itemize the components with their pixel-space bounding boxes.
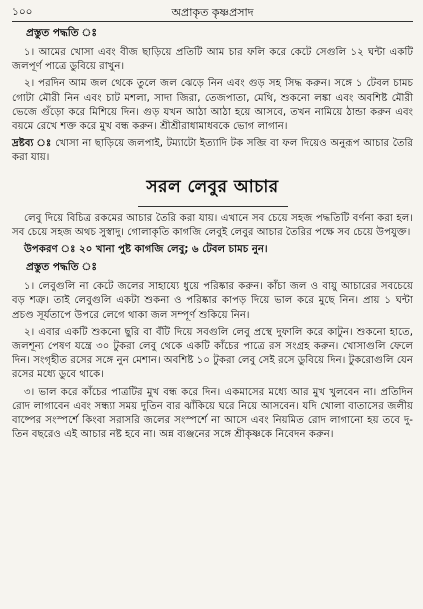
- method-heading-1: প্রস্তুত পদ্ধতি ঃ: [26, 27, 97, 39]
- lemon-step-1: ১। লেবুগুলি না কেটে জলের সাহায্যে ধুয়ে পরিষ্কার করুন। কাঁচা জল ও বায়ু আচারের সবচেয়ে বড় শত্রু। তাই লেবুগুলি একটা শুকনা ও পরিষ্কার কাপড় দিয়ে ভাল করে মুছে নিন। প্রায় ১ ঘন্টা প্রচণ্ড সূর্যতাপে উপরে লেগে থাকা জল সম্পূর্ণ শুকিয়ে নিন।: [12, 281, 413, 321]
- title-underline: [138, 206, 288, 207]
- mango-step-1: ১। আমের খোসা এবং বীজ ছাড়িয়ে প্রতিটি আম চার ফলি করে কেটে সেগুলি ১২ ঘন্টা একটি জলপূর্ণ পাত্রে ডুবিয়ে রাখুন।: [12, 47, 413, 73]
- lemon-step-3: ৩। ভাল করে কাঁচের পাত্রটির মুখ বন্ধ করে দিন। একমাসের মধ্যে আর মুখ খুলবেন না। প্রতিদিন রোদ লাগাবেন এবং সন্ধ্যা সময় দুতিন বার ঝাঁকিয়ে ঘরে নিয়ে আসবেন। যদি খোলা বাতাসের জলীয় বাষ্পের সংস্পর্শে কিংবা সরাসরি জলের সংস্পর্শে না আসে এবং নিয়মিত রোদ লাগানো হয় তবে দু-তিন বছরেও এই আচার নষ্ট হবে না। অন্ন ব্যঞ্জনের সঙ্গে শ্রীকৃষ্ণকে নিবেদন করুন।: [12, 386, 413, 441]
- note-text: খোসা না ছাড়িয়ে জলপাই, টম্যাটো ইত্যাদি টক সব্জি বা ফল দিয়েও অনুরূপ আচার তৈরি করা যায়।: [12, 138, 413, 164]
- method-heading-2: প্রস্তুত পদ্ধতি ঃ: [26, 261, 97, 274]
- mango-step-2: ২। পরদিন আম জল থেকে তুলে জল ঝেড়ে নিন এবং গুড় সহ সিদ্ধ করুন। সঙ্গে ১ টেবল চামচ গোটা মৌরী নিন এবং চাট মশলা, সাদা জিরা, তেজপাতা, মেথি, শুকনো লঙ্কা এবং অবশিষ্ট মৌরী ভেজে গুঁড়ো করে মিশিয়ে দিন। গুড় যখন আঠা আঠা হয়ে আসবে, তখন নামিয়ে ঠান্ডা করুন এবং বয়মে রেখে শক্ত করে মুখ বন্ধ করুন। শ্রীশ্রীরাধামাধবকে ভোগ লাগান।: [12, 78, 413, 133]
- lemon-intro: লেবু দিয়ে বিচিত্র রকমের আচার তৈরি করা যায়। এখানে সব চেয়ে সহজ পদ্ধতিটি বর্ণনা করা হল। সব চেয়ে সহজ অথচ সুস্বাদু। গোলাকৃতি কাগজি লেবুই লেবুর আচার তৈরির পক্ষে সব চেয়ে উপযুক্ত।: [12, 212, 413, 238]
- page-number: ১০০: [12, 6, 33, 18]
- running-title: অপ্রাকৃত কৃষ্ণপ্রসাদ: [171, 6, 254, 19]
- lemon-step-2: ২। এবার একটি শুকনো ছুরি বা বঁটি দিয়ে সবগুলি লেবু প্রস্থে দুফালি করে কাটুন। শুকনো হাতে, জলশূন্য পেষণ যন্ত্রে ৩০ টুকরা লেবু থেকে একটি কাঁচের পাত্রে রস সংগ্রহ করুন। খোসাগুলি ফেলে দিন। সংগৃহীত রসের সঙ্গে নুন মেশান। অবশিষ্ট ১০ টুকরা লেবু সেই রসে ডুবিয়ে দিন। টুকরোগুলি যেন রসের মধ্যে ডুবে থাকে।: [12, 326, 413, 381]
- recipe-title: সরল লেবুর আচার: [146, 176, 279, 197]
- note-label: দ্রষ্টব্য ঃ: [12, 138, 52, 150]
- note-paragraph: [12, 137, 413, 165]
- page-header: [12, 3, 413, 21]
- ingredients-line: উপকরণ ঃ ২০ খানা পুষ্ট কাগজি লেবু; ৬ টেবল চামচ নুন।: [24, 244, 268, 256]
